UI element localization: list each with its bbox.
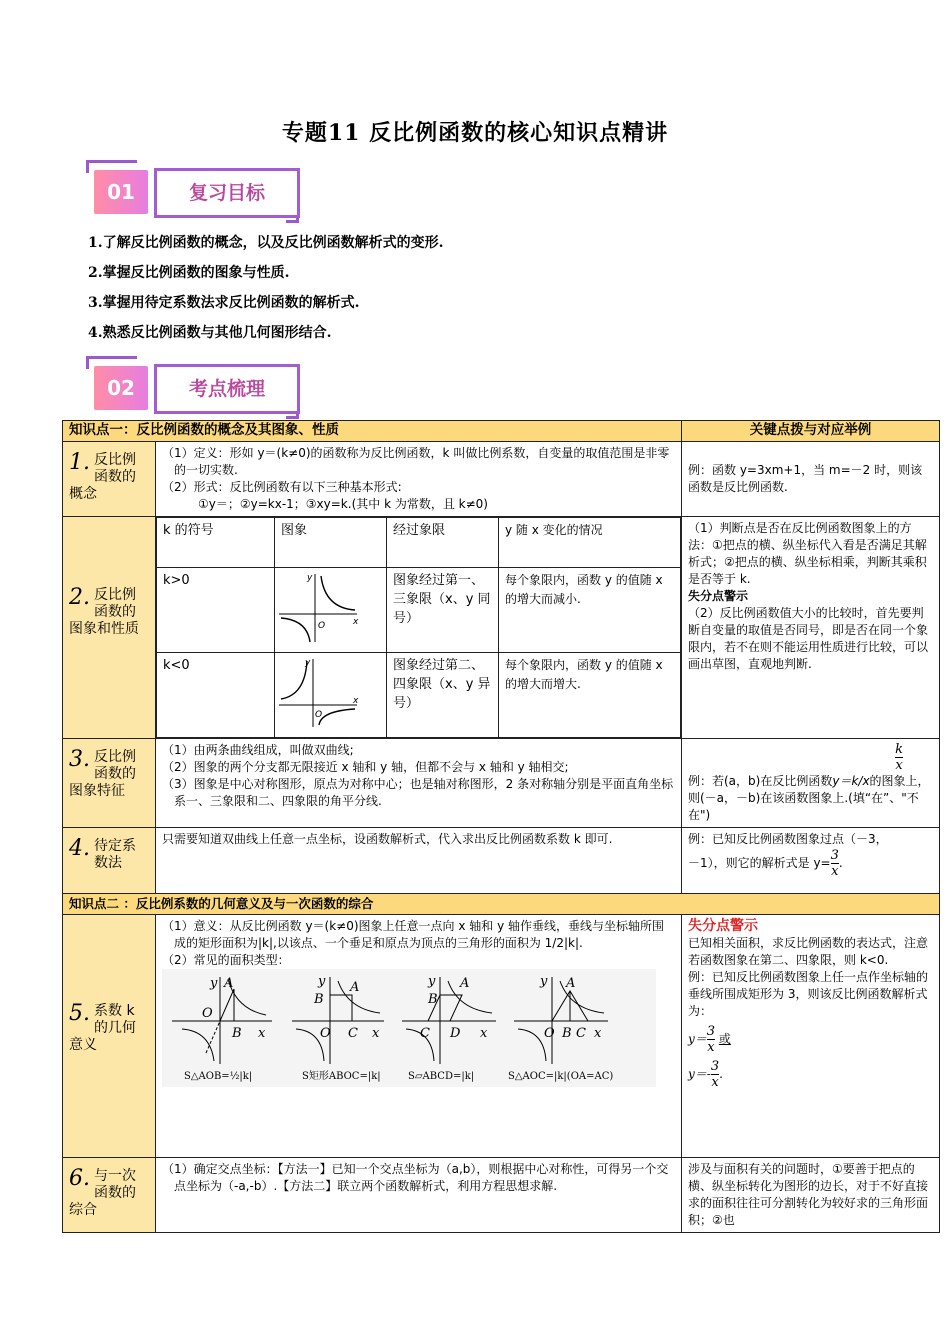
table-header-right: 关键点拨与对应举例 xyxy=(682,421,940,442)
svg-text:C: C xyxy=(348,1026,358,1041)
goals-list xyxy=(88,232,444,352)
undetermined-tip: 例：已知反比例函数图象过点（－3， －1），则它的解析式是 y= $\frac{3}{x}$ . xyxy=(682,828,940,894)
text-line: （1）定义：形如 y＝(k≠0)的函数称为反比例函数，k 叫做比例系数，自变量的取值范围是非零的一切实数. xyxy=(162,446,670,477)
svg-text:O: O xyxy=(544,1026,555,1041)
table-header-left: 知识点一：反比例函数的概念及其图象、性质 xyxy=(63,421,682,442)
linear-content xyxy=(156,1158,682,1233)
svg-text:x: x xyxy=(353,696,359,706)
knowledge-table xyxy=(62,420,940,1233)
formula-parallelogram: S▱ABCD=|k| xyxy=(408,1071,475,1082)
text-line: （2）图象的两个分支都无限接近 x 轴和 y 轴，但都不会与 x 轴和 y 轴相交; xyxy=(162,760,569,774)
svg-text:x: x xyxy=(480,1026,488,1041)
svg-text:y: y xyxy=(318,974,326,989)
svg-text:O: O xyxy=(315,710,323,720)
tip-text: 或 xyxy=(718,1032,731,1046)
svg-text:B: B xyxy=(314,992,324,1007)
svg-text:x: x xyxy=(258,1026,266,1041)
svg-text:y: y xyxy=(307,573,313,583)
table-header-section2: 知识点二 ：反比例系数的几何意义及与一次函数的综合 xyxy=(63,894,940,915)
section-number: 02 xyxy=(94,366,148,410)
formula-triangle: S△AOB=½|k| xyxy=(184,1071,253,1082)
svg-text:A: A xyxy=(350,980,360,995)
tip-text: . xyxy=(719,1067,723,1081)
section-label: 考点梳理 xyxy=(154,364,300,414)
formula-rectangle: S矩形ABOC=|k| xyxy=(302,1071,381,1082)
row-label-undetermined: 4. 待定系数法 xyxy=(63,828,156,894)
svg-text:O: O xyxy=(202,1006,213,1021)
formula-isosceles: S△AOC=|k|(OA=AC) xyxy=(508,1071,614,1082)
row-label-concept: 1. 反比例函数的概念 xyxy=(63,442,156,517)
svg-text:x: x xyxy=(372,1026,380,1041)
tip-text: 例：已知反比例函数图象上任一点作坐标轴的垂线所围成矩形为 3，则该反比例函数解析式为： xyxy=(688,970,929,1018)
geometric-tip: 失分点警示 已知相关面积，求反比例函数的表达式，注意若函数图象在第二、四象限，则 k<0. 例：已知反比例函数图象上任一点作坐标轴的垂线所围成矩形为 3，则该反比例函数解析式为： y＝ $\frac{3}{x}$ 或 y＝- $\frac{3}{x}$ . xyxy=(682,915,940,1158)
tip-heading: 失分点警示 xyxy=(688,589,749,603)
tip-text: －1），则它的解析式是 y= xyxy=(688,856,831,870)
svg-text:B: B xyxy=(562,1026,572,1041)
svg-text:A: A xyxy=(566,976,576,991)
section-number: 01 xyxy=(94,170,148,214)
hyperbola-k-negative-graph xyxy=(277,655,361,729)
section-badge-review xyxy=(86,160,301,224)
trend-cell: 每个象限内，函数 y 的值随 x 的增大而增大. xyxy=(499,653,681,738)
row-label-geometric: 5. 系数 k 的几何意义 xyxy=(63,915,156,1158)
tip-heading: 失分点警示 xyxy=(688,918,758,934)
svg-text:y: y xyxy=(540,974,548,989)
undetermined-content: 只需要知道双曲线上任意一点坐标，设函数解析式，代入求出反比例函数系数 k 即可. xyxy=(156,828,682,894)
svg-text:B: B xyxy=(232,1026,242,1041)
svg-text:C: C xyxy=(576,1026,586,1041)
geometric-content xyxy=(156,915,682,1158)
tip-text: （2）反比例函数值大小的比较时，首先要判断自变量的取值是否同号，即是否在同一个象限内，若不在则不能运用性质进行比较，可以画出草图，直观地判断. xyxy=(688,606,929,671)
row-label-features: 3. 反比例函数的图象特征 xyxy=(63,739,156,828)
quadrant-cell: 图象经过第一、三象限（x、y 同号） xyxy=(387,568,499,653)
page-title: 专题11 反比例函数的核心知识点精讲 xyxy=(281,120,669,146)
text-line: （1）确定交点坐标：【方法一】已知一个交点坐标为（a,b），则根据中心对称性，可得另一个交点坐标为（-a,-b）.【方法二】联立两个函数解析式，利用方程思想求解. xyxy=(162,1162,669,1193)
tip-text: 的图象上，则(－a，－b)在该函数图象上.(填“在”、"不在") xyxy=(688,774,930,822)
graph-tip xyxy=(682,517,940,739)
row-label-linear: 6. 与一次函数的综合 xyxy=(63,1158,156,1233)
text-line: （1）由两条曲线组成，叫做双曲线; xyxy=(162,743,354,757)
tip-text: 已知相关面积，求反比例函数的表达式，注意若函数图象在第二、四象限，则 k<0. xyxy=(688,936,929,967)
svg-text:O: O xyxy=(318,621,326,631)
svg-text:y: y xyxy=(210,976,218,991)
text-line: （1）意义：从反比例函数 y＝(k≠0)图象上任意一点向 x 轴和 y 轴作垂线，垂线与坐标轴所围成的矩形面积为|k|,以该点、一个垂足和原点为顶点的三角形的面积为 1/2|k|. xyxy=(162,919,665,950)
concept-content xyxy=(156,442,682,517)
goal-item: 2.掌握反比例函数的图象与性质. xyxy=(88,265,290,281)
svg-text:x: x xyxy=(594,1026,602,1041)
col-header: 图象 xyxy=(275,518,387,568)
svg-text:y: y xyxy=(305,658,311,668)
features-tip: $\frac{k}{x}$ 例：若(a，b)在反比例函数y＝k/x的图象上，则(－a，－b)在该函数图象上.(填“在”、"不在") xyxy=(682,739,940,828)
svg-text:B: B xyxy=(428,992,438,1007)
tip-text: 例：已知反比例函数图象过点（－3， xyxy=(688,832,888,846)
sign-cell: k<0 xyxy=(157,653,275,738)
svg-text:A: A xyxy=(460,976,470,991)
text-line: ①y＝；②y=kx-1；③xy=k.(其中 k 为常数，且 k≠0) xyxy=(198,497,488,511)
svg-text:O: O xyxy=(320,1026,331,1041)
hyperbola-k-positive-graph xyxy=(277,570,361,644)
linear-tip: 涉及与面积有关的问题时，①要善于把点的横、纵坐标转化为图形的边长，对于不好直接求的面积往往可分割转化为较好求的三角形面积；②也 xyxy=(682,1158,940,1233)
tip-text: . xyxy=(838,856,843,870)
goal-item: 4.熟悉反比例函数与其他几何图形结合. xyxy=(88,325,332,341)
section-label: 复习目标 xyxy=(154,168,300,218)
graph-cell xyxy=(275,568,387,653)
goal-item: 3.掌握用待定系数法求反比例函数的解析式. xyxy=(88,295,360,311)
features-content xyxy=(156,739,682,828)
col-header: y 随 x 变化的情况 xyxy=(499,518,681,568)
goal-item: 1.了解反比例函数的概念，以及反比例函数解析式的变形. xyxy=(88,235,444,251)
trend-cell: 每个象限内，函数 y 的值随 x 的增大而减小. xyxy=(499,568,681,653)
concept-tip: 例：函数 y=3xm+1，当 m=－2 时，则该函数是反比例函数. xyxy=(682,442,940,517)
tip-text: 例：若(a，b)在反比例函数 xyxy=(688,774,833,788)
text-line: （2）形式：反比例函数有以下三种基本形式: xyxy=(162,480,402,494)
svg-text:D: D xyxy=(450,1026,461,1041)
quadrant-cell: 图象经过第二、四象限（x、y 异号） xyxy=(387,653,499,738)
graph-property-table xyxy=(156,517,682,739)
svg-text:x: x xyxy=(353,617,359,627)
col-header: 经过象限 xyxy=(387,518,499,568)
tip-text: （1）判断点是否在反比例函数图象上的方法：①把点的横、纵坐标代入看是否满足其解析式；②把点的横、纵坐标相乘，判断其乘积是否等于 k. xyxy=(688,521,927,586)
text-line: （3）图象是中心对称图形，原点为对称中心；也是轴对称图形，2 条对称轴分别是平面直角坐标系一、三象限和二、四象限的角平分线. xyxy=(162,777,674,808)
sign-cell: k>0 xyxy=(157,568,275,653)
svg-text:y: y xyxy=(428,974,436,989)
area-types-figure xyxy=(162,969,656,1087)
col-header: k 的符号 xyxy=(157,518,275,568)
svg-text:A: A xyxy=(224,976,234,991)
text-line: （2）常见的面积类型： xyxy=(162,953,290,967)
row-label-graph: 2. 反比例函数的图象和性质 xyxy=(63,517,156,739)
graph-cell xyxy=(275,653,387,738)
svg-text:C: C xyxy=(420,1026,430,1041)
section-badge-points xyxy=(86,356,301,420)
